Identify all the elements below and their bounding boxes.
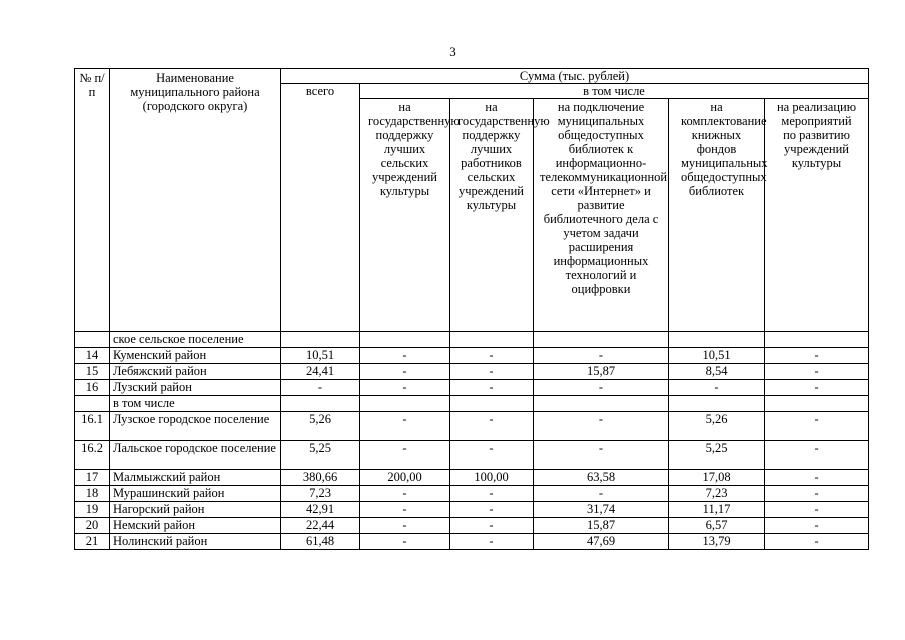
row-e: - xyxy=(765,364,869,380)
row-name: в том числе xyxy=(110,396,281,412)
row-name: Нагорский район xyxy=(110,502,281,518)
row-d xyxy=(669,332,765,348)
row-a: - xyxy=(360,412,450,441)
row-total: - xyxy=(281,380,360,396)
row-name: Немский район xyxy=(110,518,281,534)
row-c: 15,87 xyxy=(534,364,669,380)
table-row xyxy=(75,470,869,486)
header-sum: Сумма (тыс. рублей) xyxy=(281,69,869,84)
table-row xyxy=(75,486,869,502)
header-internet-libraries: на подключение муниципальных общедоступных библиотек к информационно-телекоммуникационной сети «Интернет» и развитие библиотечного дела с учетом задачи расширения информационных технологий и оцифровки xyxy=(534,99,669,332)
row-num xyxy=(75,396,110,412)
row-num xyxy=(75,332,110,348)
row-b: - xyxy=(450,364,534,380)
row-name: Мурашинский район xyxy=(110,486,281,502)
table-row xyxy=(75,332,869,348)
table-body xyxy=(75,332,869,550)
row-total: 380,66 xyxy=(281,470,360,486)
row-d: 7,23 xyxy=(669,486,765,502)
row-num: 18 xyxy=(75,486,110,502)
row-d: 13,79 xyxy=(669,534,765,550)
header-num: № п/п xyxy=(75,69,110,332)
row-e: - xyxy=(765,412,869,441)
row-total: 42,91 xyxy=(281,502,360,518)
row-e: - xyxy=(765,380,869,396)
row-total: 5,26 xyxy=(281,412,360,441)
row-total: 10,51 xyxy=(281,348,360,364)
row-c: - xyxy=(534,412,669,441)
row-a: - xyxy=(360,518,450,534)
row-e: - xyxy=(765,441,869,470)
table-row xyxy=(75,502,869,518)
row-name: Лальское городское поселение xyxy=(110,441,281,470)
row-num: 16 xyxy=(75,380,110,396)
row-name: Малмыжский район xyxy=(110,470,281,486)
row-total xyxy=(281,396,360,412)
row-a: - xyxy=(360,348,450,364)
row-b: - xyxy=(450,534,534,550)
row-c xyxy=(534,396,669,412)
row-a: - xyxy=(360,380,450,396)
row-e xyxy=(765,396,869,412)
row-b: - xyxy=(450,502,534,518)
row-c: 63,58 xyxy=(534,470,669,486)
row-b: - xyxy=(450,380,534,396)
header-state-support-institutions: на государственную поддержку лучших сельских учреждений культуры xyxy=(360,99,450,332)
row-c: 15,87 xyxy=(534,518,669,534)
row-b: - xyxy=(450,412,534,441)
row-d: 5,26 xyxy=(669,412,765,441)
table-row xyxy=(75,364,869,380)
funding-table xyxy=(74,68,869,550)
header-development: на реализацию мероприятий по развитию учреждений культуры xyxy=(765,99,869,332)
header-name: Наименование муниципального района (городского округа) xyxy=(110,69,281,332)
row-e: - xyxy=(765,502,869,518)
row-name: ское сельское поселение xyxy=(110,332,281,348)
row-a: - xyxy=(360,364,450,380)
row-d: 10,51 xyxy=(669,348,765,364)
row-a xyxy=(360,396,450,412)
row-d: 11,17 xyxy=(669,502,765,518)
header-total: всего xyxy=(281,84,360,332)
page-number: 3 xyxy=(449,44,456,59)
row-c xyxy=(534,332,669,348)
header-book-funds: на комплектование книжных фондов муниципальных общедоступных библиотек xyxy=(669,99,765,332)
row-name: Куменский район xyxy=(110,348,281,364)
row-num: 14 xyxy=(75,348,110,364)
row-e: - xyxy=(765,470,869,486)
row-b: - xyxy=(450,518,534,534)
row-num: 17 xyxy=(75,470,110,486)
table-row xyxy=(75,534,869,550)
table-header xyxy=(75,69,869,332)
row-num: 20 xyxy=(75,518,110,534)
row-c: 31,74 xyxy=(534,502,669,518)
row-b: - xyxy=(450,348,534,364)
row-c: - xyxy=(534,380,669,396)
row-a: - xyxy=(360,534,450,550)
table-row xyxy=(75,412,869,441)
row-b: - xyxy=(450,441,534,470)
table-row xyxy=(75,348,869,364)
row-d: 17,08 xyxy=(669,470,765,486)
header-state-support-workers: на государственную поддержку лучших работников сельских учреждений культуры xyxy=(450,99,534,332)
row-a: - xyxy=(360,486,450,502)
table-row xyxy=(75,518,869,534)
row-b xyxy=(450,332,534,348)
row-d xyxy=(669,396,765,412)
row-c: - xyxy=(534,486,669,502)
row-c: - xyxy=(534,441,669,470)
row-e: - xyxy=(765,534,869,550)
row-b: - xyxy=(450,486,534,502)
header-including: в том числе xyxy=(360,84,869,99)
row-num: 16.1 xyxy=(75,412,110,441)
row-b xyxy=(450,396,534,412)
table-row xyxy=(75,380,869,396)
row-d: - xyxy=(669,380,765,396)
row-a: - xyxy=(360,441,450,470)
row-d: 5,25 xyxy=(669,441,765,470)
row-d: 8,54 xyxy=(669,364,765,380)
row-e xyxy=(765,332,869,348)
row-name: Лузское городское поселение xyxy=(110,412,281,441)
row-total: 61,48 xyxy=(281,534,360,550)
row-e: - xyxy=(765,348,869,364)
row-total xyxy=(281,332,360,348)
row-a xyxy=(360,332,450,348)
row-num: 15 xyxy=(75,364,110,380)
row-num: 21 xyxy=(75,534,110,550)
row-c: 47,69 xyxy=(534,534,669,550)
table-row xyxy=(75,396,869,412)
row-num: 19 xyxy=(75,502,110,518)
row-name: Лузский район xyxy=(110,380,281,396)
row-e: - xyxy=(765,518,869,534)
row-total: 24,41 xyxy=(281,364,360,380)
row-total: 7,23 xyxy=(281,486,360,502)
row-d: 6,57 xyxy=(669,518,765,534)
row-e: - xyxy=(765,486,869,502)
row-a: - xyxy=(360,502,450,518)
row-b: 100,00 xyxy=(450,470,534,486)
row-total: 22,44 xyxy=(281,518,360,534)
row-total: 5,25 xyxy=(281,441,360,470)
row-a: 200,00 xyxy=(360,470,450,486)
table-row xyxy=(75,441,869,470)
row-name: Нолинский район xyxy=(110,534,281,550)
row-num: 16.2 xyxy=(75,441,110,470)
row-name: Лебяжский район xyxy=(110,364,281,380)
row-c: - xyxy=(534,348,669,364)
